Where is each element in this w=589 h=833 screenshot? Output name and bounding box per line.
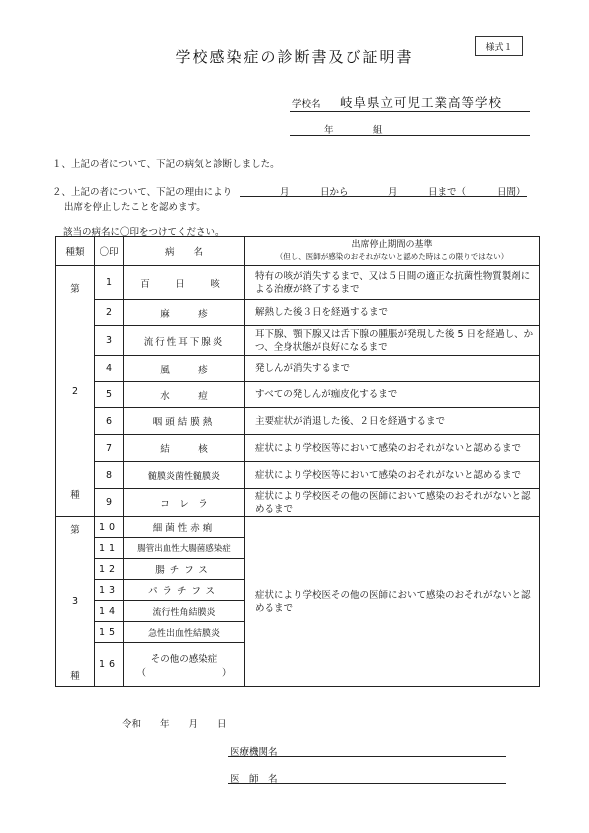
- criteria-cell: 特有の咳が消失するまで、又は５日間の適正な抗菌性物質製剤による治療が終了するまで: [245, 266, 540, 300]
- mark-cell-3[interactable]: 3: [95, 326, 124, 356]
- disease-name: その他の感染症: [150, 653, 218, 665]
- type2-char: 種: [70, 490, 80, 501]
- from-label: 日から: [320, 187, 349, 198]
- header-criteria-note: （但し、医師が感染のおそれがないと認めた時はこの限りではない）: [275, 251, 509, 261]
- header-mark: 〇印: [95, 237, 124, 266]
- criteria-cell: 主要症状が消退した後、２日を経過するまで: [245, 408, 540, 435]
- mark-cell-1[interactable]: 1: [95, 266, 124, 300]
- disease-name: 急性出血性結膜炎: [124, 622, 245, 643]
- school-underline: [290, 111, 530, 112]
- doctor-underline[interactable]: [228, 783, 506, 784]
- type2-char: 第: [70, 284, 80, 295]
- mark-cell-12[interactable]: 12: [95, 559, 124, 580]
- disease-name: 細菌性赤痢: [124, 517, 245, 538]
- disease-name-other: [124, 643, 245, 687]
- days-label: 日間）: [497, 187, 526, 198]
- month2-label: 月: [388, 187, 398, 198]
- school-name: 岐阜県立可児工業高等学校: [340, 95, 503, 110]
- type2-char: 2: [71, 385, 79, 397]
- disease-name: 結 核: [124, 435, 245, 462]
- disease-name: コ レ ラ: [124, 489, 245, 517]
- mark-cell-7[interactable]: 7: [95, 435, 124, 462]
- type3-char: 種: [70, 670, 80, 682]
- criteria-cell: すべての発しんが痂皮化するまで: [245, 382, 540, 408]
- month1-label: 月: [280, 187, 290, 198]
- school-label: 学校名: [292, 99, 321, 110]
- institution-label: 医療機関名: [230, 747, 278, 758]
- mark-cell-4[interactable]: 4: [95, 356, 124, 382]
- table-row: [56, 382, 540, 408]
- absence-period-underline: [240, 196, 527, 197]
- disease-name: 麻 疹: [124, 300, 245, 326]
- table-row: [56, 435, 540, 462]
- mark-cell-6[interactable]: 6: [95, 408, 124, 435]
- disease-name: 腸チフス: [124, 559, 245, 580]
- disease-name: 流行性耳下腺炎: [124, 326, 245, 356]
- disease-name: 咽頭結膜熱: [124, 408, 245, 435]
- institution-underline[interactable]: [228, 756, 506, 757]
- mark-cell-9[interactable]: 9: [95, 489, 124, 517]
- table-header-row: [56, 237, 540, 266]
- criteria-cell: 解熱した後３日を経過するまで: [245, 300, 540, 326]
- issue-date: 令和 年 月 日: [122, 719, 227, 730]
- disease-table: [55, 236, 540, 687]
- mark-cell-5[interactable]: 5: [95, 382, 124, 408]
- disease-name: 百 日 咳: [124, 266, 245, 300]
- mark-cell-15[interactable]: 15: [95, 622, 124, 643]
- statement-absence-line2: 出席を停止したことを認めます。: [64, 202, 206, 213]
- type3-cell: [56, 517, 95, 687]
- mark-cell-14[interactable]: 14: [95, 601, 124, 622]
- statement-diagnosis: １、上記の者について、下記の病気と診断しました。: [52, 159, 280, 170]
- disease-name: 流行性角結膜炎: [124, 601, 245, 622]
- disease-name: 髄膜炎菌性髄膜炎: [124, 462, 245, 489]
- criteria-cell: 発しんが消失するまで: [245, 356, 540, 382]
- type2-cell: [56, 266, 95, 517]
- table-row: [56, 462, 540, 489]
- type3-char: 3: [71, 596, 79, 607]
- table-row: [56, 517, 540, 538]
- header-type: 種類: [56, 237, 95, 266]
- other-disease-paren[interactable]: （ ）: [136, 667, 232, 679]
- table-row: [56, 356, 540, 382]
- mark-cell-16[interactable]: 16: [95, 643, 124, 687]
- criteria-cell: 症状により学校医等において感染のおそれがないと認めるまで: [245, 435, 540, 462]
- statement-absence-prefix: ２、上記の者について、下記の理由により: [52, 187, 233, 198]
- instruction-text: 該当の病名に〇印をつけてください。: [63, 227, 225, 238]
- form-number: 様式１: [475, 36, 523, 56]
- mark-cell-8[interactable]: 8: [95, 462, 124, 489]
- table-row: [56, 408, 540, 435]
- table-row: [56, 326, 540, 356]
- table-row: [56, 300, 540, 326]
- criteria-cell: 耳下腺、顎下腺又は舌下腺の腫脹が発現した後 5 日を経過し、かつ、全身状態が良好になるまで: [245, 326, 540, 356]
- header-criteria: [245, 237, 540, 266]
- disease-name: 風 疹: [124, 356, 245, 382]
- doctor-label: 医 師 名: [230, 774, 278, 785]
- mark-cell-10[interactable]: 10: [95, 517, 124, 538]
- table-row: [56, 489, 540, 517]
- class-label: 組: [373, 125, 383, 136]
- criteria-cell: 症状により学校医等において感染のおそれがないと認めるまで: [245, 462, 540, 489]
- disease-name: 腸管出血性大腸菌感染症: [124, 538, 245, 559]
- table-row: [56, 266, 540, 300]
- mark-cell-11[interactable]: 11: [95, 538, 124, 559]
- disease-name: パラチフス: [124, 580, 245, 601]
- until-label: 日まで（: [428, 187, 467, 198]
- page-title: 学校感染症の診断書及び証明書: [175, 48, 414, 66]
- year-label: 年: [324, 125, 334, 136]
- mark-cell-13[interactable]: 13: [95, 580, 124, 601]
- type3-char: 第: [70, 524, 80, 536]
- header-criteria-title: 出席停止期間の基準: [351, 239, 433, 250]
- type3-criteria-cell: 症状により学校医その他の医師において感染のおそれがないと認めるまで: [245, 517, 540, 687]
- disease-name: 水 痘: [124, 382, 245, 408]
- header-disease-name: 病 名: [124, 237, 245, 266]
- class-underline: [290, 135, 530, 136]
- criteria-cell: 症状により学校医その他の医師において感染のおそれがないと認めるまで: [245, 489, 540, 517]
- mark-cell-2[interactable]: 2: [95, 300, 124, 326]
